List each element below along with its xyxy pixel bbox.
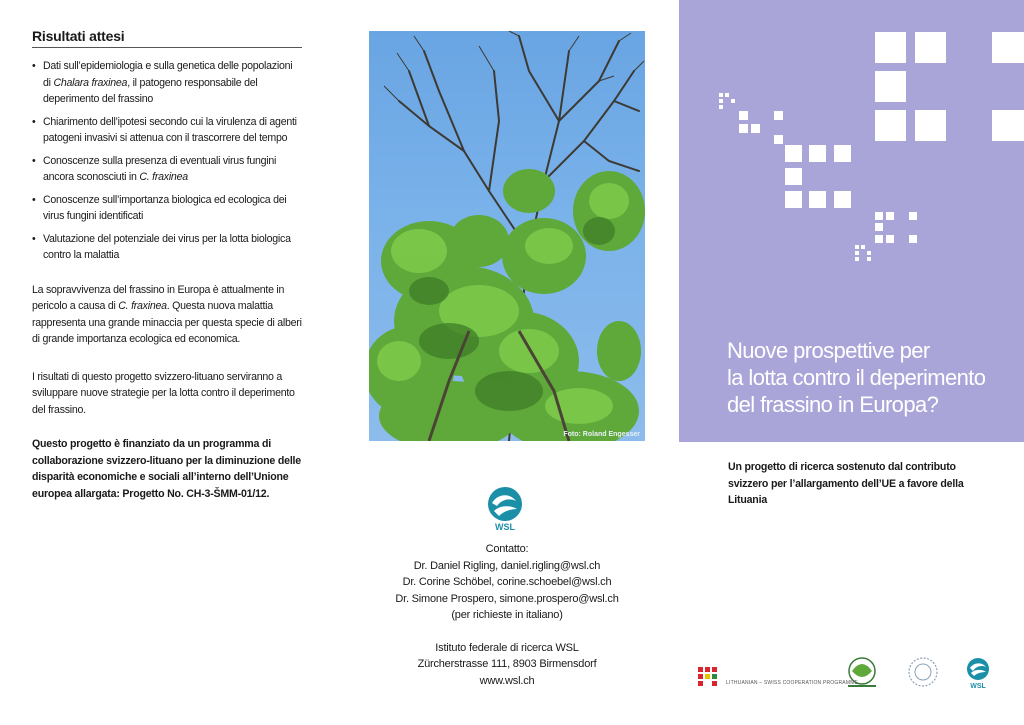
pattern-square xyxy=(719,93,723,97)
cover-title: Nuove prospettive per la lotta contro il deperimento del frassino in Europa? xyxy=(727,338,986,417)
pattern-square xyxy=(855,257,859,261)
wsl-small-logo xyxy=(967,658,989,690)
paragraph-results: I risultati di questo progetto svizzero-lituano serviranno a sviluppare nuove strategie per la lotta contro il deperimento del frassino. xyxy=(32,370,295,416)
pattern-square xyxy=(739,111,748,120)
wsl-small-logo-text: WSL xyxy=(970,683,986,690)
pattern-square xyxy=(855,251,859,255)
results-list xyxy=(32,58,302,264)
pattern-square xyxy=(992,32,1024,63)
photo-credit: Foto: Roland Engesser xyxy=(563,431,640,438)
funding-note: Questo progetto è finanziato da un programma di collaborazione svizzero-lituano per la diminuzione delle disparità economiche e sociali all’interno dell’Unione europea allargata: Progetto No. CH-3-ŠMM-01/12. xyxy=(32,438,301,500)
ash-tree-photo xyxy=(369,31,645,441)
pattern-square xyxy=(719,105,723,109)
pattern-square xyxy=(834,191,851,208)
pattern-square xyxy=(785,191,802,208)
institute-name: Istituto federale di ricerca WSL xyxy=(435,641,579,654)
contact-line: (per richieste in italiano) xyxy=(451,609,563,621)
section-title: Risultati attesi xyxy=(32,28,302,48)
programme-logo xyxy=(698,667,717,686)
list-item: • Conoscenze sull’importanza biologica ed ecologica dei virus fungini identificati xyxy=(32,192,302,225)
pattern-square xyxy=(785,168,802,185)
list-item: • Chiarimento dell’ipotesi secondo cui la virulenza di agenti patogeni invasivi si attenua con il trascorrere del tempo xyxy=(32,114,302,147)
pattern-square xyxy=(875,235,883,243)
cover-subtitle: Un progetto di ricerca sostenuto dal contributo svizzero per l’allargamento dell’UE a favore della Lituania xyxy=(728,461,964,506)
pattern-square xyxy=(774,111,783,120)
paragraph-threat: La sopravvivenza del frassino in Europa è attualmente in pericolo a causa di C. fraxinea. Questa nuova malattia rappresenta una grande minaccia per questa specie di alberi di grande importanza ecologica ed economica. xyxy=(32,283,302,345)
pattern-square xyxy=(751,124,760,133)
pattern-square xyxy=(719,99,723,103)
pattern-square xyxy=(867,257,871,261)
pattern-square xyxy=(886,212,894,220)
pattern-square xyxy=(725,93,729,97)
pattern-square xyxy=(875,32,906,63)
contact-label: Contatto: xyxy=(485,543,529,555)
pattern-square xyxy=(875,212,883,220)
pattern-square xyxy=(915,110,946,141)
pattern-square xyxy=(875,223,883,231)
cover-panel xyxy=(679,0,1024,442)
pattern-square xyxy=(909,235,917,243)
wsl-logo-text: WSL xyxy=(495,522,515,531)
pattern-square xyxy=(785,145,802,162)
list-item: • Dati sull’epidemiologia e sulla genetica delle popolazioni di Chalara fraxinea, il patogeno responsabile del deperimento del frassino xyxy=(32,58,302,108)
institute-address: Zürcherstrasse 111, 8903 Birmensdorf xyxy=(417,658,597,670)
contact-line: Dr. Simone Prospero, simone.prospero@wsl.ch xyxy=(395,592,619,605)
pattern-square xyxy=(867,251,871,255)
pattern-square xyxy=(875,110,906,141)
pattern-square xyxy=(861,245,865,249)
pattern-square xyxy=(886,235,894,243)
pattern-square xyxy=(875,71,906,102)
university-seal xyxy=(909,658,937,686)
website-link[interactable]: www.wsl.ch xyxy=(479,674,535,687)
list-item: • Valutazione del potenziale dei virus per la lotta biologica contro la malattia xyxy=(32,231,302,264)
programme-text: LITHUANIAN – SWISS COOPERATION PROGRAMME xyxy=(726,680,859,686)
list-item: • Conoscenze sulla presenza di eventuali virus fungini ancora sconosciuti in C. fraxinea xyxy=(32,153,302,186)
contact-line: Dr. Daniel Rigling, daniel.rigling@wsl.ch xyxy=(413,559,601,572)
partner-logos xyxy=(696,655,996,695)
pattern-square xyxy=(834,145,851,162)
wsl-logo xyxy=(484,487,526,531)
pattern-square xyxy=(774,135,783,144)
pattern-square xyxy=(909,212,917,220)
contact-line: Dr. Corine Schöbel, corine.schoebel@wsl.ch xyxy=(402,576,612,588)
pattern-square xyxy=(992,110,1024,141)
pattern-square xyxy=(809,145,826,162)
contact-block xyxy=(380,541,634,689)
pattern-square xyxy=(739,124,748,133)
pattern-square xyxy=(731,99,735,103)
pattern-square xyxy=(915,32,946,63)
pattern-square xyxy=(855,245,859,249)
pattern-square xyxy=(809,191,826,208)
left-panel xyxy=(32,28,302,502)
